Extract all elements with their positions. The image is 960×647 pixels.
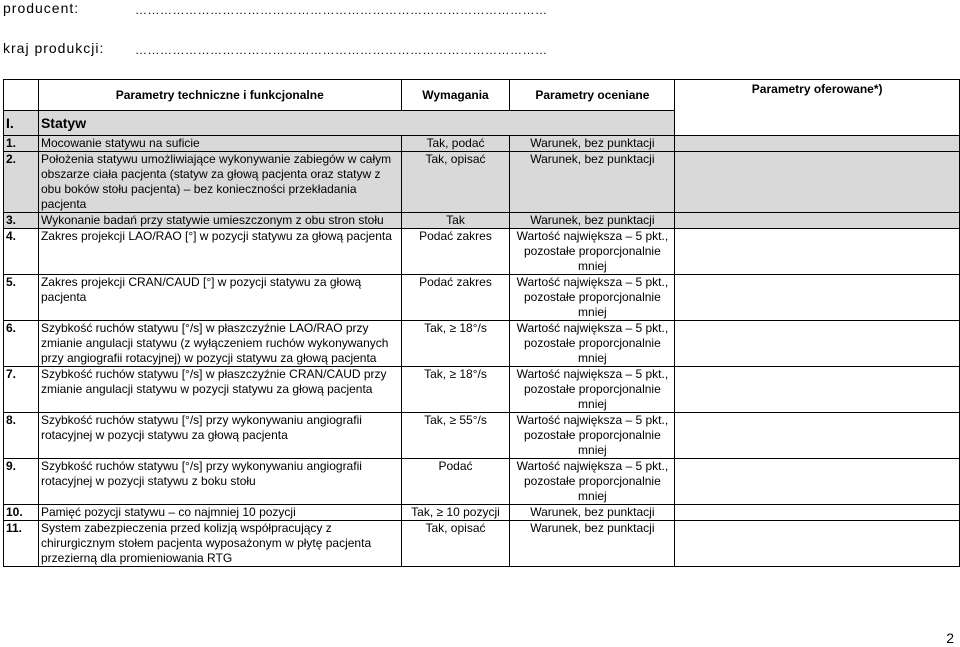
col-evaluated: Parametry oceniane — [510, 80, 675, 111]
country-label: kraj produkcji: — [3, 40, 105, 56]
row-number: 9. — [4, 459, 39, 505]
row-requirement: Podać zakres — [401, 275, 510, 321]
table-row — [4, 413, 960, 459]
row-offered[interactable] — [675, 367, 960, 413]
row-evaluation: Warunek, bez punktacji — [510, 152, 675, 213]
table-row — [4, 321, 960, 367]
row-evaluation: Warunek, bez punktacji — [510, 505, 675, 521]
row-parameter: Wykonanie badań przy statywie umieszczonym z obu stron stołu — [38, 213, 401, 229]
row-parameter: Mocowanie statywu na suficie — [38, 136, 401, 152]
table-row — [4, 136, 960, 152]
row-offered[interactable] — [675, 521, 960, 567]
row-number: 11. — [4, 521, 39, 567]
row-number: 6. — [4, 321, 39, 367]
row-requirement: Tak — [401, 213, 510, 229]
row-offered[interactable] — [675, 505, 960, 521]
row-evaluation: Wartość największa – 5 pkt., pozostałe proporcjonalnie mniej — [510, 229, 675, 275]
row-requirement: Podać — [401, 459, 510, 505]
row-number: 5. — [4, 275, 39, 321]
row-requirement: Tak, opisać — [401, 521, 510, 567]
row-offered[interactable] — [675, 229, 960, 275]
row-offered[interactable] — [675, 321, 960, 367]
row-requirement: Tak, opisać — [401, 152, 510, 213]
row-number: 2. — [4, 152, 39, 213]
row-offered[interactable] — [675, 152, 960, 213]
row-parameter: Szybkość ruchów statywu [°/s] przy wykonywaniu angiografii rotacyjnej w pozycji statywu z boku stołu — [38, 459, 401, 505]
row-evaluation: Wartość największa – 5 pkt., pozostałe proporcjonalnie mniej — [510, 275, 675, 321]
row-number: 4. — [4, 229, 39, 275]
section-title: Statyw — [38, 111, 674, 136]
producer-label: producent: — [3, 0, 80, 16]
row-parameter: System zabezpieczenia przed kolizją współpracujący z chirurgicznym stołem pacjenta wyposażonym w płytę pacjenta przezierną dla promieniowania RTG — [38, 521, 401, 567]
row-requirement: Tak, podać — [401, 136, 510, 152]
row-evaluation: Wartość największa – 5 pkt., pozostałe proporcjonalnie mniej — [510, 321, 675, 367]
table-row — [4, 229, 960, 275]
page-number: 2 — [946, 630, 954, 646]
row-requirement: Tak, ≥ 10 pozycji — [401, 505, 510, 521]
table-row — [4, 213, 960, 229]
row-evaluation: Wartość największa – 5 pkt., pozostałe proporcjonalnie mniej — [510, 459, 675, 505]
row-parameter: Pamięć pozycji statywu – co najmniej 10 pozycji — [38, 505, 401, 521]
row-offered[interactable] — [675, 213, 960, 229]
table-row — [4, 459, 960, 505]
section-number: I. — [4, 111, 39, 136]
row-parameter: Zakres projekcji CRAN/CAUD [°] w pozycji statywu za głową pacjenta — [38, 275, 401, 321]
spec-table — [3, 79, 960, 567]
col-offered: Parametry oferowane*) — [675, 80, 960, 136]
table-row — [4, 367, 960, 413]
row-parameter: Położenia statywu umożliwiające wykonywanie zabiegów w całym obszarze ciała pacjenta (statyw za głową pacjenta oraz statyw z obu boków stołu pacjenta) – bez konieczności przekładania pacjenta — [38, 152, 401, 213]
row-number: 7. — [4, 367, 39, 413]
row-offered[interactable] — [675, 413, 960, 459]
row-requirement: Tak, ≥ 18°/s — [401, 321, 510, 367]
row-offered[interactable] — [675, 275, 960, 321]
table-row — [4, 275, 960, 321]
row-evaluation: Wartość największa – 5 pkt., pozostałe proporcjonalnie mniej — [510, 367, 675, 413]
table-row — [4, 152, 960, 213]
row-evaluation: Warunek, bez punktacji — [510, 521, 675, 567]
row-number: 1. — [4, 136, 39, 152]
row-offered[interactable] — [675, 459, 960, 505]
row-parameter: Szybkość ruchów statywu [°/s] przy wykonywaniu angiografii rotacyjnej w pozycji statywu za głową pacjenta — [38, 413, 401, 459]
row-parameter: Szybkość ruchów statywu [°/s] w płaszczyźnie LAO/RAO przy zmianie angulacji statywu (z wyłączeniem ruchów wykonywanych przy angiografii rotacyjnej) w pozycji statywu za głową pacjenta — [38, 321, 401, 367]
country-value: ……………………………………………………………………………………… — [135, 43, 548, 57]
row-evaluation: Warunek, bez punktacji — [510, 136, 675, 152]
col-parameters: Parametry techniczne i funkcjonalne — [38, 80, 401, 111]
producer-value: ……………………………………………………………………………………… — [135, 3, 548, 17]
col-requirements: Wymagania — [401, 80, 510, 111]
row-requirement: Tak, ≥ 18°/s — [401, 367, 510, 413]
row-parameter: Szybkość ruchów statywu [°/s] w płaszczyźnie CRAN/CAUD przy zmianie angulacji statywu w pozycji statywu za głową pacjenta — [38, 367, 401, 413]
row-number: 3. — [4, 213, 39, 229]
table-row — [4, 505, 960, 521]
row-number: 10. — [4, 505, 39, 521]
row-number: 8. — [4, 413, 39, 459]
table-header-row — [4, 80, 960, 111]
row-parameter: Zakres projekcji LAO/RAO [°] w pozycji statywu za głową pacjenta — [38, 229, 401, 275]
row-evaluation: Wartość największa – 5 pkt., pozostałe proporcjonalnie mniej — [510, 413, 675, 459]
row-requirement: Podać zakres — [401, 229, 510, 275]
table-row — [4, 521, 960, 567]
row-evaluation: Warunek, bez punktacji — [510, 213, 675, 229]
row-offered[interactable] — [675, 136, 960, 152]
row-requirement: Tak, ≥ 55°/s — [401, 413, 510, 459]
